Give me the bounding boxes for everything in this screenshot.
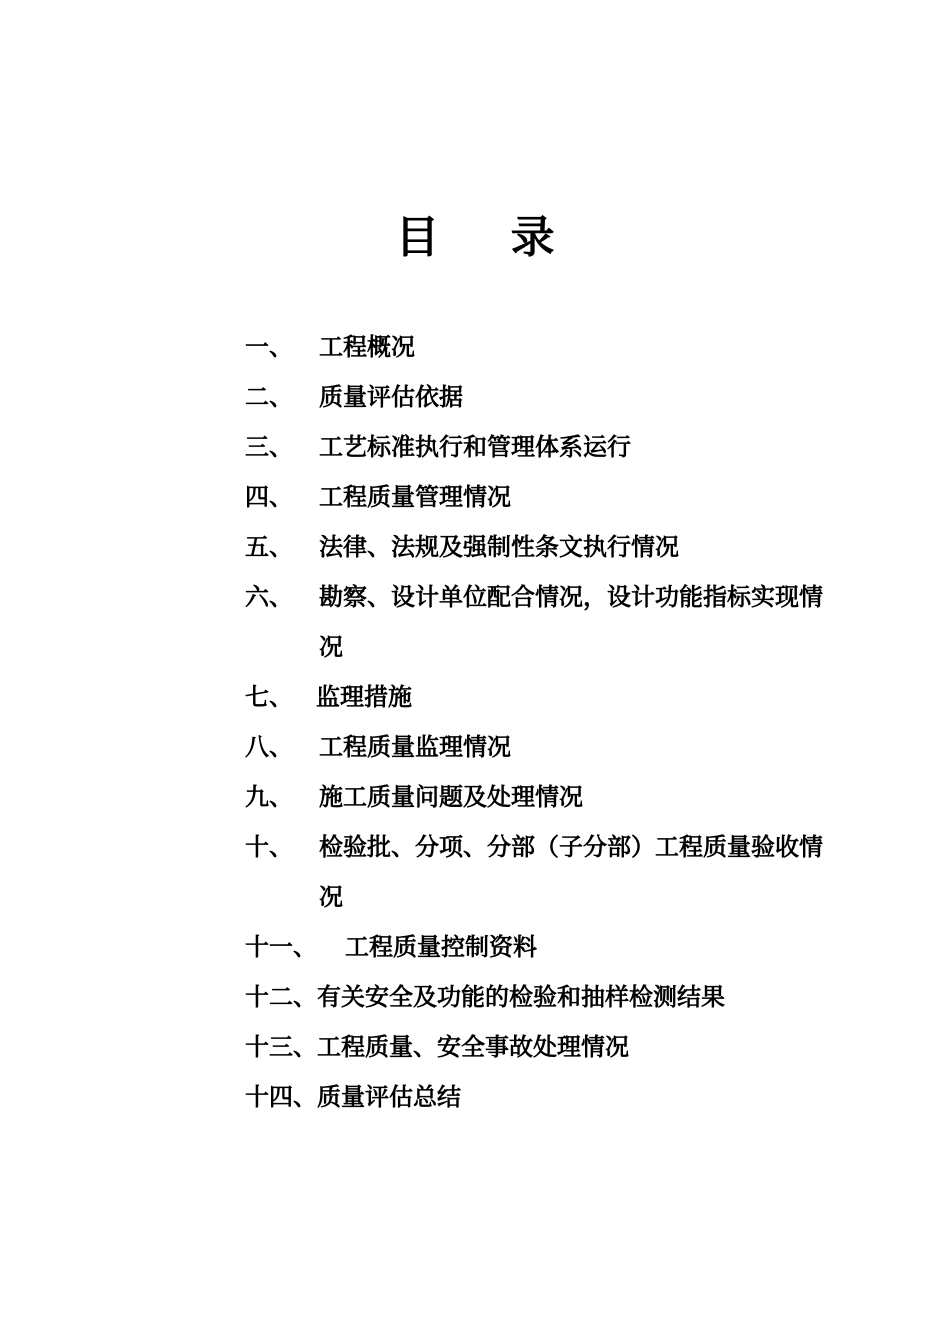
toc-entry-title: 监理措施 <box>316 682 412 711</box>
toc-entry-4[interactable] <box>245 472 825 522</box>
toc-entry-number: 二、 <box>245 382 293 411</box>
toc-entry-13[interactable] <box>245 1022 825 1072</box>
toc-entry-title: 工程质量监理情况 <box>319 732 511 761</box>
toc-entry-title: 勘察、设计单位配合情况，设计功能指标实现情况 <box>319 582 823 661</box>
toc-entry-title: 工程概况 <box>319 332 415 361</box>
toc-entry-number: 十二、 <box>245 982 317 1011</box>
toc-entry-number: 十一、 <box>245 932 317 961</box>
toc-entry-title: 工艺标准执行和管理体系运行 <box>319 432 631 461</box>
toc-entry-11[interactable] <box>245 922 825 972</box>
toc-entry-number: 七、 <box>245 682 293 711</box>
toc-entry-14[interactable] <box>245 1072 825 1122</box>
toc-entry-title: 有关安全及功能的检验和抽样检测结果 <box>317 982 725 1011</box>
toc-entry-5[interactable] <box>245 522 825 572</box>
toc-entry-number: 十四、 <box>245 1082 317 1111</box>
toc-entry-title: 工程质量控制资料 <box>345 932 537 961</box>
toc-entry-10[interactable] <box>245 822 825 922</box>
toc-entry-number: 九、 <box>245 782 293 811</box>
toc-entry-number: 十、 <box>245 832 293 861</box>
toc-entry-number: 八、 <box>245 732 293 761</box>
toc-entry-number: 四、 <box>245 482 293 511</box>
toc-entry-9[interactable] <box>245 772 825 822</box>
toc-entry-title: 检验批、分项、分部（子分部）工程质量验收情况 <box>319 832 823 911</box>
toc-entry-1[interactable] <box>245 322 825 372</box>
toc-entry-2[interactable] <box>245 372 825 422</box>
table-of-contents <box>245 322 825 1122</box>
toc-entry-number: 一、 <box>245 332 293 361</box>
toc-entry-title: 质量评估总结 <box>317 1082 461 1111</box>
toc-entry-6[interactable] <box>245 572 825 672</box>
toc-entry-number: 三、 <box>245 432 293 461</box>
toc-entry-title: 工程质量、安全事故处理情况 <box>317 1032 629 1061</box>
toc-entry-7[interactable] <box>245 672 825 722</box>
toc-entry-title: 质量评估依据 <box>319 382 463 411</box>
toc-entry-number: 十三、 <box>245 1032 317 1061</box>
toc-entry-number: 五、 <box>245 532 293 561</box>
toc-entry-number: 六、 <box>245 582 293 611</box>
toc-entry-title: 工程质量管理情况 <box>319 482 511 511</box>
toc-entry-8[interactable] <box>245 722 825 772</box>
toc-entry-3[interactable] <box>245 422 825 472</box>
toc-entry-title: 法律、法规及强制性条文执行情况 <box>319 532 679 561</box>
toc-entry-12[interactable] <box>245 972 825 1022</box>
page-title: 目 录 <box>395 212 583 263</box>
toc-entry-title: 施工质量问题及处理情况 <box>319 782 583 811</box>
